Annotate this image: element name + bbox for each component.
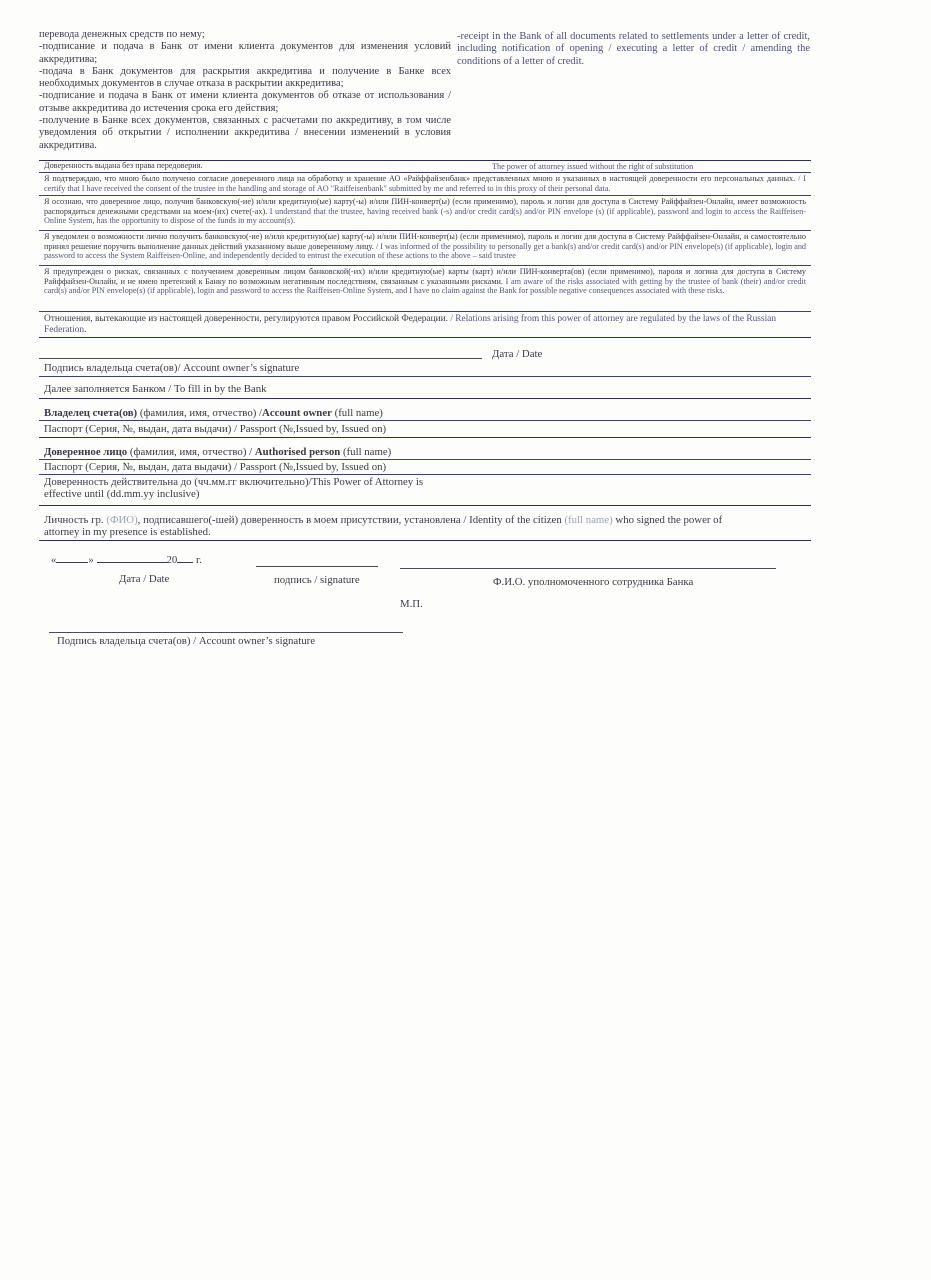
divider [39,540,811,541]
authorised-person-field[interactable] [44,446,391,458]
divider [39,172,811,173]
trustee-ru-rest: (фамилия, имя, отчество) / [127,446,255,458]
owner-en-rest: (full name) [331,407,383,419]
bank-signature-line[interactable] [256,566,378,567]
divider [39,474,811,475]
risks-en: I am aware of the risks associated with getting by the trustee of bank (their) and/or credit card(s) and/or PIN envelope(s) (if applicable), login and password to access the Raiffeisen-Online System, and I have no claim against the Bank for possible negative consequences associated with these risks. [44,276,807,296]
date-open-quote: « [51,554,57,566]
officer-name-line[interactable] [400,568,776,569]
consent-clause [44,174,806,193]
year-prefix: 20 [166,554,178,566]
owner-en-bold: Account owner [262,407,332,419]
ru-line: -подача в Банк документов для раскрытия аккредитива и получение в Банке всех необходимых документов в случае отказа в раскрытии аккредитива; [39,65,451,90]
ru-line: перевода денежных средств по нему; [39,29,205,40]
trustee-en-rest: (full name) [340,446,392,458]
day-blank[interactable] [56,562,88,563]
validity-line-1: Доверенность действительна до (чч.мм.гг включительно)/This Power of Attorney is [44,476,424,488]
officer-caption: Ф.И.О. уполномоченного сотрудника Банка [493,576,694,588]
year-blank[interactable] [177,562,193,563]
consent-en: / I certify that I have received the consent of the trustee in the handling and storage of AO "Raiffeisenbank" submitted by me and referred to in this proxy of their personal data. [44,174,806,193]
divider [39,265,811,266]
identity-text-b: , подписавшего(-шей) доверенность в моем присутствии, установлена / Identity of the citizen [137,514,565,526]
divider [39,195,811,196]
law-en: / Relations arising from this power of attorney are regulated by the laws of the Russian Federation. [44,314,777,335]
date-field[interactable] [51,554,202,566]
aware-en: I understand that the trustee, having received bank (-s) and/or credit card(s) and/or PIN envelope (s) (if applicable), password and login to access the Raiffeisen- Online System, has the opportunity to dispose of the funds in my account(s). [44,206,806,226]
consent-ru: Я подтверждаю, что мною было получено согласие доверенного лица на обработку и хранение АО «Райффайзенбанк» представленных мною и указанных в настоящей доверенности его персональных данных. [44,174,796,183]
informed-ru: Я уведомлен о возможности лично получить банковскую(-ие) и/или кредитную(ые) карту(-ы) и/или ПИН-конверт(ы) (если применимо), пароль и логин для доступа в Систему Райффайзен-Онлайн, и самостоятельно принял решение поручить выполнение данных действий указанному выше доверенному лицу. [44,232,806,251]
bank-fill-heading: Далее заполняется Банком / To fill in by the Bank [44,383,267,395]
law-ru: Отношения, вытекающие из настоящей доверенности, регулируются правом Российской Федерации. [44,314,448,324]
owner-ru-rest: (фамилия, имя, отчество) / [137,407,263,419]
divider [39,230,811,231]
final-owner-signature-caption: Подпись владельца счета(ов) / Account owner’s signature [57,635,316,647]
owner-signature-line[interactable] [39,358,482,359]
divider [39,505,811,506]
ru-line: -получение в Банке всех документов, связанных с расчетами по аккредитиву, в том числе уведомления об открытии / исполнении аккредитива / внесении изменений в условия аккредитива. [39,115,451,151]
divider [39,337,811,338]
law-clause [44,314,806,335]
divider [39,459,811,460]
date-caption: Дата / Date [119,573,170,585]
no-substitution-en: The power of attorney issued without the right of substitution [492,162,694,171]
divider [39,311,811,312]
informed-en: / I was informed of the possibility to personally get a bank(s) and/or credit card(s) and/or PIN envelope(s) (if applicable), login and password to access the System Raiffeisen-Online, and independently decided to entrust the execution of these actions to the above – said trustee [44,241,807,261]
identity-text-c: who signed the power of [612,514,723,526]
aware-clause [44,197,806,226]
validity-field[interactable] [44,476,423,500]
ru-list-continuation [39,29,451,152]
ru-line: -подписание и подача в Банк от имени клиента документов об отказе от использования / отзыве аккредитива до истечения срока его действия; [39,90,451,114]
final-owner-signature-line[interactable] [49,632,403,633]
trustee-passport-field[interactable]: Паспорт (Серия, №, выдан, дата выдачи) / Passport (№,Issued by, Issued on) [44,461,387,473]
informed-clause [44,232,806,261]
divider [39,398,811,399]
signature-caption: подпись / signature [274,574,360,586]
no-substitution-ru: Доверенность выдана без права передоверия. [44,161,203,170]
date-close-quote: » [88,554,94,566]
date-label: Дата / Date [492,348,543,360]
divider [39,376,811,377]
risks-ru: Я предупрежден о рисках, связанных с получением доверенным лицом банковской(-их) и/или кредитную(ые) карты (карт) и/или ПИН-конверта(ов) (если применимо), пароля и логина для доступа в Систему Райффайзен-Онлайн, и не имею претензий к Банку по возможным негативным последствиям, связанным с указанными рисками. [44,267,806,286]
divider [39,437,811,438]
trustee-en-bold: Authorised person [254,446,341,458]
owner-ru-bold: Владелец счета(ов) [44,407,138,419]
identity-text-a: Личность гр. [44,514,107,526]
month-blank[interactable] [97,562,167,563]
identity-statement [44,514,806,538]
divider [39,420,811,421]
risks-clause [44,267,806,296]
identity-fio-placeholder[interactable]: (ФИО) [106,514,138,526]
trustee-ru-bold: Доверенное лицо [44,446,128,458]
validity-line-2: effective until (dd.mm.yy inclusive) [44,488,200,500]
owner-signature-label: Подпись владельца счета(ов)/ Account owner’s signature [44,362,300,374]
identity-line-2: attorney in my presence is established. [44,526,211,538]
aware-ru: Я осознаю, что доверенное лицо, получив банковскую(-ие) и/или кредитную(ые) карту(-ы) и/или ПИН-конверт(ы) (если применимо), пароль и логин для доступа в Систему Райффайзен-Онлайн, имеет возможность распорядиться денежными средствами на моем-(их) счете(-ах). [44,197,806,216]
ru-line: -подписание и подача в Банк от имени клиента документов для изменения условий аккредитива; [39,41,451,65]
identity-fullname-placeholder[interactable]: (full name) [564,514,613,526]
account-owner-field[interactable] [44,407,383,419]
year-suffix: г. [193,554,202,566]
owner-passport-field[interactable]: Паспорт (Серия, №, выдан, дата выдачи) / Passport (№,Issued by, Issued on) [44,423,387,435]
en-list-continuation: -receipt in the Bank of all documents related to settlements under a letter of credit, including notification of opening / executing a letter of credit / amending the conditions of a letter of credit. [457,31,810,67]
stamp-place: М.П. [400,598,423,610]
